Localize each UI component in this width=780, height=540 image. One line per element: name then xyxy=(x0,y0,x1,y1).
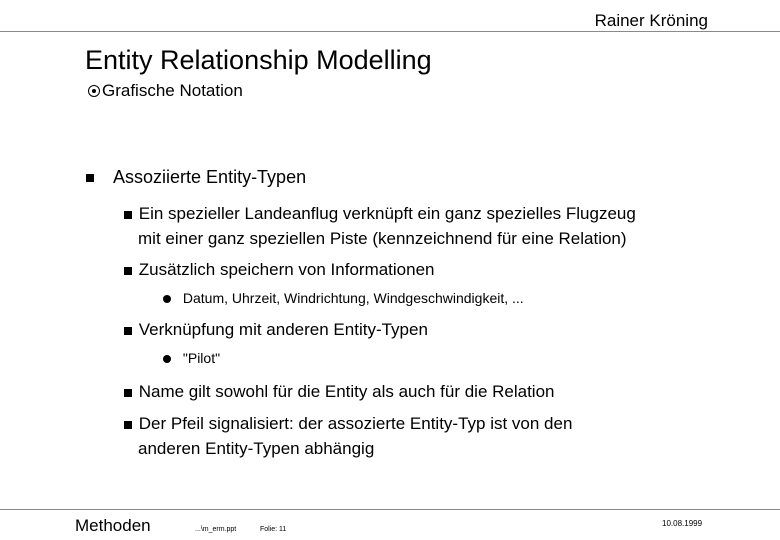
target-bullet-icon xyxy=(88,85,100,97)
slide-subtitle xyxy=(88,81,243,101)
bullet-text: Zusätzlich speichern von Informationen xyxy=(138,260,435,279)
bullet-text: Ein spezieller Landeanflug verknüpft ein ganz spezielles Flugzeug xyxy=(138,204,636,223)
footer-date: 10.08.1999 xyxy=(662,519,703,528)
round-bullet-icon xyxy=(163,295,171,303)
sub-bullet-text: Datum, Uhrzeit, Windrichtung, Windgeschwindigkeit, ... xyxy=(182,290,524,306)
topic-heading xyxy=(86,167,306,188)
bullet-text: Name gilt sowohl für die Entity als auch für die Relation xyxy=(138,382,555,401)
slide-title: Entity Relationship Modelling xyxy=(85,45,432,75)
bullet-item-continuation: mit einer ganz speziellen Piste (kennzeichnend für eine Relation) xyxy=(138,229,627,248)
footer-file-path: ...\m_erm.ppt xyxy=(195,526,237,533)
topic-text: Assoziierte Entity-Typen xyxy=(113,167,307,187)
footer-section: Methoden xyxy=(75,516,151,535)
bullet-item xyxy=(124,379,555,404)
square-bullet-icon xyxy=(124,211,132,219)
bullet-item xyxy=(124,317,428,342)
square-bullet-icon xyxy=(124,421,132,429)
bullet-item-continuation: anderen Entity-Typen abhängig xyxy=(138,439,375,458)
header-rule xyxy=(0,31,780,32)
bullet-item xyxy=(124,411,572,436)
square-bullet-icon xyxy=(124,327,132,335)
sub-bullet-item xyxy=(163,350,220,366)
sub-bullet-item xyxy=(163,290,524,306)
bullet-text: Der Pfeil signalisiert: der assozierte Entity-Typ ist von den xyxy=(138,414,573,433)
footer-rule xyxy=(0,509,780,510)
round-bullet-icon xyxy=(163,355,171,363)
sub-bullet-text: "Pilot" xyxy=(182,350,221,366)
square-bullet-icon xyxy=(124,267,132,275)
footer-slide-number: Folie: 11 xyxy=(260,526,287,533)
square-bullet-icon xyxy=(124,389,132,397)
bullet-item xyxy=(124,257,435,282)
bullet-text: Verknüpfung mit anderen Entity-Typen xyxy=(138,320,428,339)
subtitle-text: Grafische Notation xyxy=(102,81,243,100)
square-bullet-icon xyxy=(86,174,94,182)
author-name: Rainer Kröning xyxy=(594,11,708,30)
bullet-item xyxy=(124,201,636,226)
